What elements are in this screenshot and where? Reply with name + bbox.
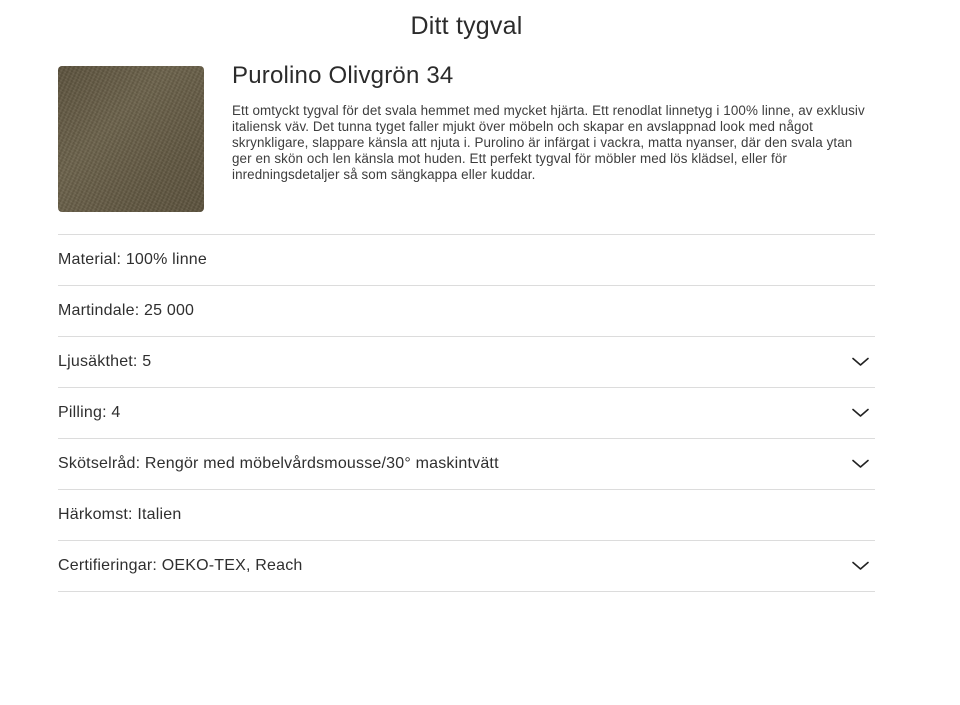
page-title: Ditt tygval [410, 12, 523, 40]
attribute-label: Skötselråd: [58, 455, 141, 472]
attribute-label: Pilling: [58, 404, 107, 421]
attribute-text [58, 302, 194, 320]
fabric-swatch-image [58, 66, 204, 212]
attribute-row-certifieringar[interactable] [58, 541, 875, 592]
attribute-label: Härkomst: [58, 506, 133, 523]
attribute-text [58, 506, 181, 524]
attribute-value: 4 [111, 404, 121, 421]
product-summary [58, 62, 875, 212]
attribute-text [58, 455, 499, 473]
attribute-row-pilling[interactable] [58, 388, 875, 439]
attribute-list [58, 234, 875, 592]
attribute-text [58, 353, 151, 371]
attribute-label: Certifieringar: [58, 557, 158, 574]
attribute-label: Ljusäkthet: [58, 353, 138, 370]
chevron-down-icon[interactable] [852, 459, 869, 469]
attribute-value: 100% linne [125, 251, 207, 268]
attribute-row-material [58, 235, 875, 286]
product-name: Purolino Olivgrön 34 [232, 62, 454, 89]
attribute-value: 25 000 [144, 302, 195, 319]
attribute-value: Italien [137, 506, 182, 523]
attribute-label: Martindale: [58, 302, 140, 319]
chevron-down-icon[interactable] [852, 561, 869, 571]
attribute-row-martindale [58, 286, 875, 337]
attribute-text [58, 251, 207, 269]
product-info [232, 62, 875, 212]
attribute-value: Rengör med möbelvårdsmousse/30° maskintvätt [144, 455, 499, 472]
fabric-detail-page [0, 12, 960, 705]
attribute-value: 5 [142, 353, 152, 370]
product-description: Ett omtyckt tygval för det svala hemmet med mycket hjärta. Ett renodlat linnetyg i 100% linne, av exklusiv italiensk väv. Det tunna tyget faller mjukt över möbeln och skapar en avslappnad look med något skrynkligare, slappare känsla att njuta i. Purolino är infärgat i vackra, matta nyanser, där den svala ytan ger en skön och len känsla mot huden. Ett perfekt tygval för möbler med lös klädsel, eller för inredningsdetaljer så som sängkappa eller kuddar. [232, 103, 865, 182]
attribute-text [58, 404, 121, 422]
chevron-down-icon[interactable] [852, 408, 869, 418]
attribute-value: OEKO-TEX, Reach [161, 557, 303, 574]
attribute-row-ljusakthet[interactable] [58, 337, 875, 388]
attribute-row-harkomst [58, 490, 875, 541]
attribute-label: Material: [58, 251, 122, 268]
attribute-row-skotselrad[interactable] [58, 439, 875, 490]
chevron-down-icon[interactable] [852, 357, 869, 367]
attribute-text [58, 557, 303, 575]
